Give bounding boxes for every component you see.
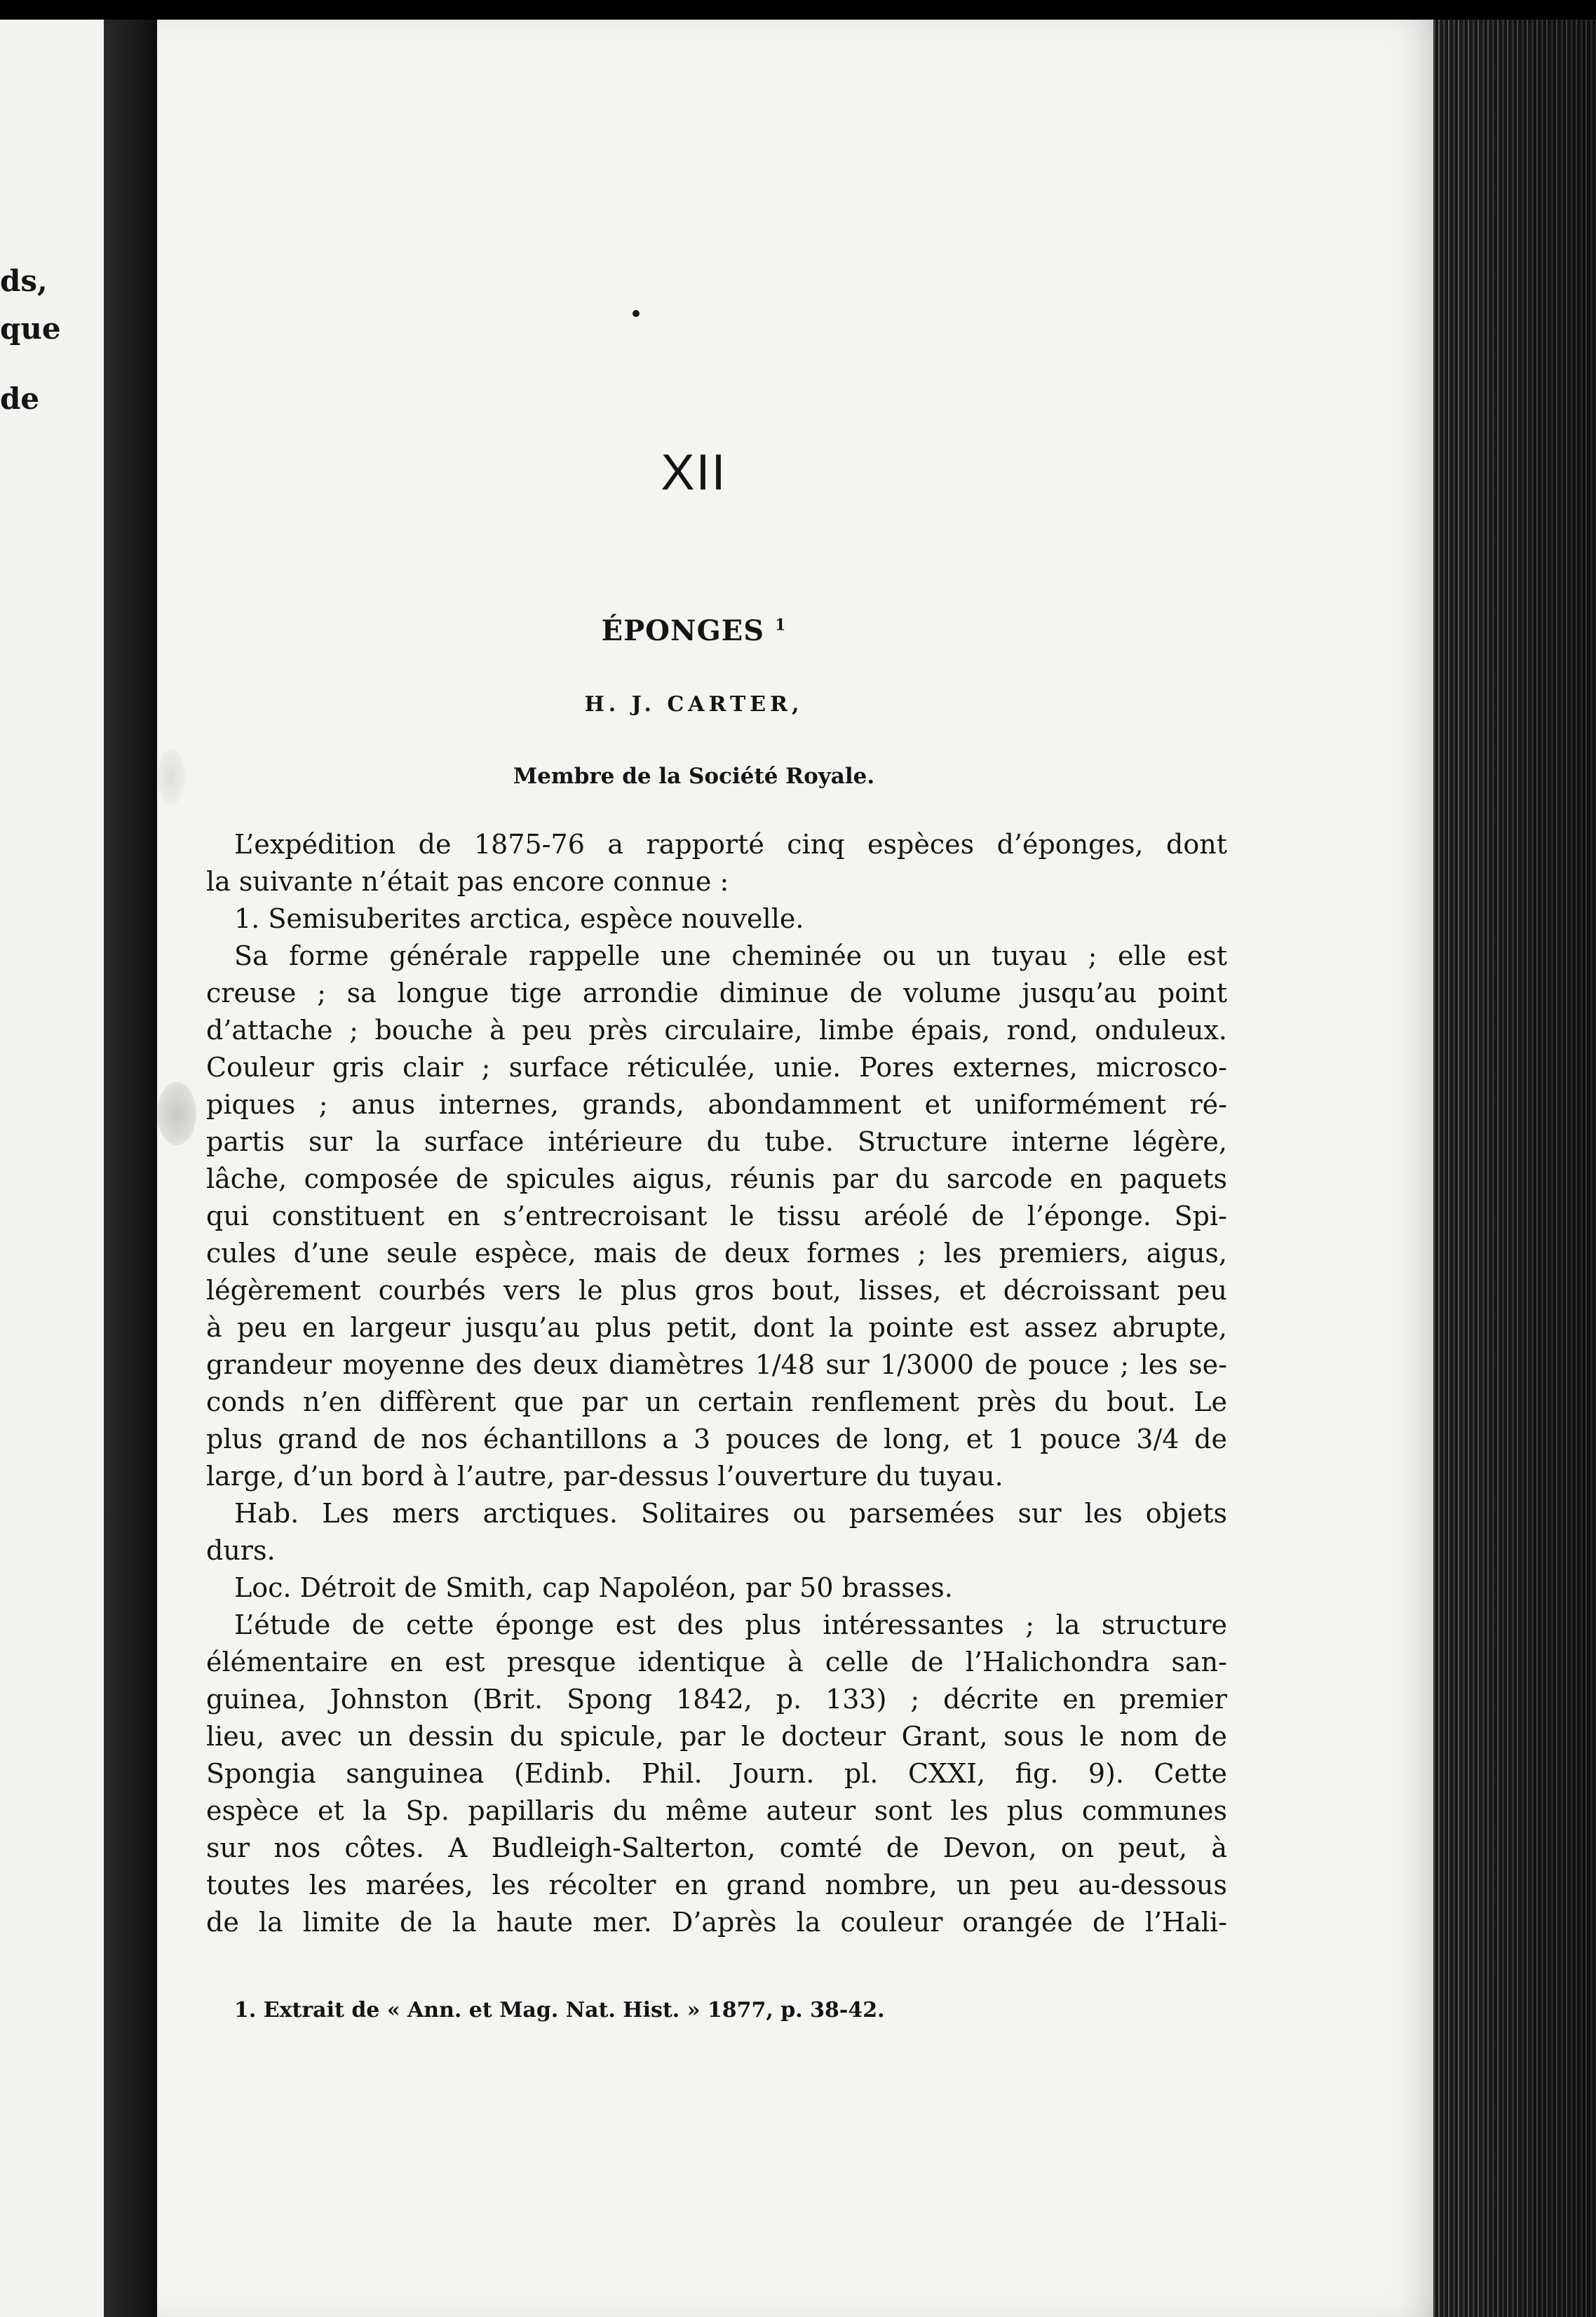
text-line: qui constituent en s’entrecroisant le tissu aréolé de l’éponge. Spi- — [206, 1201, 1227, 1231]
book-spine — [104, 20, 157, 2317]
text-line: lieu, avec un dessin du spicule, par le docteur Grant, sous le nom de — [206, 1721, 1227, 1752]
text-line: Loc. Détroit de Smith, cap Napoléon, par 50 brasses. — [234, 1572, 953, 1603]
text-line: piques ; anus internes, grands, abondamment et uniformément ré- — [206, 1089, 1227, 1120]
facing-page-fragment: de — [0, 381, 40, 416]
text-line: 1. Semisuberites arctica, espèce nouvelle. — [234, 903, 804, 934]
footnote-marker: 1 — [775, 616, 787, 635]
text-line: espèce et la Sp. papillaris du même auteur sont les plus communes — [206, 1795, 1227, 1826]
text-line: partis sur la surface intérieure du tube. Structure interne légère, — [206, 1126, 1227, 1157]
chapter-number: XII — [661, 445, 727, 501]
text-line: durs. — [206, 1535, 276, 1566]
text-line: Spongia sanguinea (Edinb. Phil. Journ. pl. CXXI, fig. 9). Cette — [206, 1758, 1227, 1789]
author: H. J. CARTER, — [584, 692, 804, 717]
facing-page-fragment: que — [0, 311, 61, 346]
text-line: élémentaire en est presque identique à celle de l’Halichondra san- — [206, 1647, 1227, 1677]
text-line: toutes les marées, les récolter en grand nombre, un peu au-dessous — [206, 1870, 1227, 1900]
text-line: sur nos côtes. A Budleigh-Salterton, comté de Devon, on peut, à — [206, 1832, 1227, 1863]
book-page — [157, 20, 1433, 2317]
footnote: 1. Extrait de « Ann. et Mag. Nat. Hist. » 1877, p. 38-42. — [234, 1998, 885, 2022]
text-line: Sa forme générale rappelle une cheminée ou un tuyau ; elle est — [234, 940, 1227, 971]
text-line: large, d’un bord à l’autre, par-dessus l’ouverture du tuyau. — [206, 1461, 1003, 1492]
text-line: à peu en largeur jusqu’au plus petit, dont la pointe est assez abrupte, — [206, 1312, 1227, 1343]
body-text — [206, 826, 1227, 1941]
text-line: légèrement courbés vers le plus gros bout, lisses, et décroissant peu — [206, 1275, 1227, 1306]
printer-mark — [633, 310, 640, 317]
text-line: conds n’en diffèrent que par un certain renflement près du bout. Le — [206, 1386, 1227, 1417]
text-line: guinea, Johnston (Brit. Spong 1842, p. 133) ; décrite en premier — [206, 1684, 1227, 1715]
text-line: L’étude de cette éponge est des plus intéressantes ; la structure — [234, 1609, 1227, 1640]
text-line: grandeur moyenne des deux diamètres 1/48 sur 1/3000 de pouce ; les se- — [206, 1349, 1227, 1380]
facing-page-fragment: ds, — [0, 264, 48, 298]
text-line: Couleur gris clair ; surface réticulée, unie. Pores externes, microsco- — [206, 1052, 1227, 1083]
text-line: de la limite de la haute mer. D’après la couleur orangée de l’Hali- — [206, 1907, 1227, 1938]
text-line: Hab. Les mers arctiques. Solitaires ou parsemées sur les objets — [234, 1498, 1227, 1529]
text-line: la suivante n’était pas encore connue : — [206, 866, 729, 897]
page-edges — [1433, 20, 1596, 2317]
text-line: L’expédition de 1875-76 a rapporté cinq espèces d’éponges, dont — [234, 829, 1227, 860]
page-stain — [157, 1082, 196, 1145]
text-line: creuse ; sa longue tige arrondie diminue de volume jusqu’au point — [206, 978, 1227, 1008]
text-line: lâche, composée de spicules aigus, réunis par du sarcode en paquets — [206, 1163, 1227, 1194]
text-line: plus grand de nos échantillons a 3 pouces de long, et 1 pouce 3/4 de — [206, 1424, 1227, 1454]
text-line: d’attache ; bouche à peu près circulaire, limbe épais, rond, onduleux. — [206, 1015, 1227, 1046]
facing-page — [0, 20, 104, 2317]
author-affiliation: Membre de la Société Royale. — [513, 764, 875, 789]
chapter-title — [157, 614, 1231, 647]
chapter-title-text: ÉPONGES — [601, 614, 765, 647]
text-line: cules d’une seule espèce, mais de deux formes ; les premiers, aigus, — [206, 1238, 1227, 1269]
